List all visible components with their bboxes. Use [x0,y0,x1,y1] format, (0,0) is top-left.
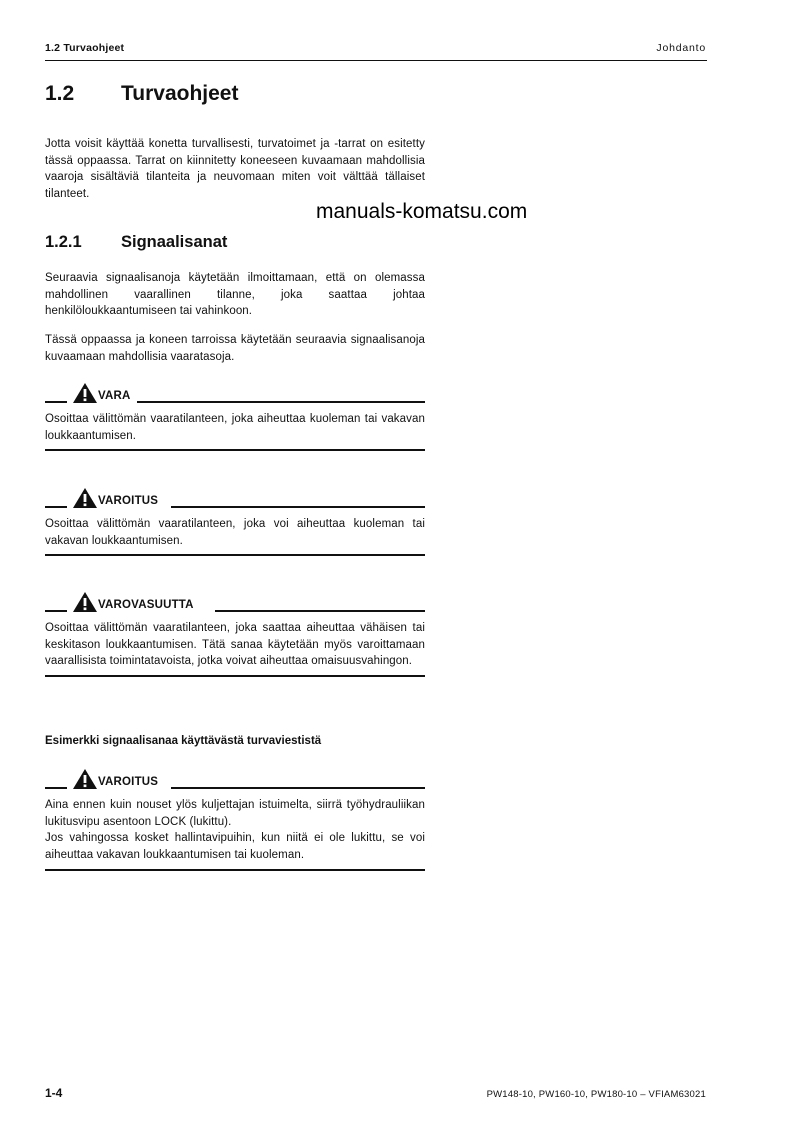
warning-header [45,591,425,615]
warning-text: Osoittaa välittömän vaaratilanteen, joka aiheuttaa kuoleman tai vakavan loukkaantumisen. [45,413,425,442]
warning-triangle-icon [72,768,98,790]
warning-header [45,768,425,792]
warning-triangle-icon [72,382,98,404]
section-title: Turvaohjeet [121,82,239,105]
warning-rule [45,675,425,677]
warning-label: VARA [98,390,134,402]
header-rule [45,60,707,61]
example-title: Esimerkki signaalisanaa käyttävästä turvaviestistä [45,735,322,747]
warning-box-warning [45,487,425,556]
intro-paragraph: Jotta voisit käyttää konetta turvallisesti, turvatoimet ja -tarrat on esitetty tässä oppaassa. Tarrat on kiinnitetty koneeseen kuvaamaan mahdollisia vaaroja sisältäviä tilanteita ja neuvomaan miten voit välttää tällaiset tilanteet. [45,138,425,200]
warning-text: Aina ennen kuin nouset ylös kuljettajan istuimelta, siirrä työhydrauliikan lukitusvipu asentoon LOCK (lukittu). [45,799,425,828]
subsection-title: Signaalisanat [121,233,228,251]
warning-header [45,487,425,511]
page-number: 1-4 [45,1086,63,1100]
warning-label: VAROITUS [98,776,161,788]
signal-words-paragraph: Seuraavia signaalisanoja käytetään ilmoittamaan, että on olemassa mahdollinen vaarallinen tilanne, joka saattaa johtaa henkilöloukkaantumiseen tai vahinkoon. [45,272,425,317]
warning-box-caution [45,591,425,677]
warning-header [45,382,425,406]
watermark: manuals-komatsu.com [316,200,528,223]
example-warning-box [45,768,425,871]
warning-triangle-icon [72,487,98,509]
running-header-section: 1.2 Turvaohjeet [45,42,125,54]
warning-box-danger [45,382,425,451]
subsection-number: 1.2.1 [45,233,82,251]
section-number: 1.2 [45,82,75,105]
warning-rule [45,554,425,556]
warning-text: Jos vahingossa kosket hallintavipuihin, kun niitä ei ole lukittu, se voi aiheuttaa vakavan loukkaantumisen tai kuoleman. [45,832,425,861]
warning-label: VAROITUS [98,495,161,507]
warning-text: Osoittaa välittömän vaaratilanteen, joka voi aiheuttaa kuoleman tai vakavan loukkaantumisen. [45,518,425,547]
warning-rule [45,449,425,451]
warning-text: Osoittaa välittömän vaaratilanteen, joka saattaa aiheuttaa vähäisen tai keskitason loukkaantumisen. Tätä sanaa käytetään myös varoittamaan vaarallisista toimintatavoista, jotka voivat aiheuttaa omaisuusvahingon. [45,622,425,667]
signal-levels-paragraph: Tässä oppaassa ja koneen tarroissa käytetään seuraavia signaalisanoja kuvaamaan mahdollisia vaaratasoja. [45,334,425,363]
warning-rule [45,869,425,871]
running-header-chapter: Johdanto [656,42,706,54]
warning-label: VAROVASUUTTA [98,599,197,611]
document-id: PW148-10, PW160-10, PW180-10 – VFIAM63021 [486,1089,706,1100]
warning-triangle-icon [72,591,98,613]
